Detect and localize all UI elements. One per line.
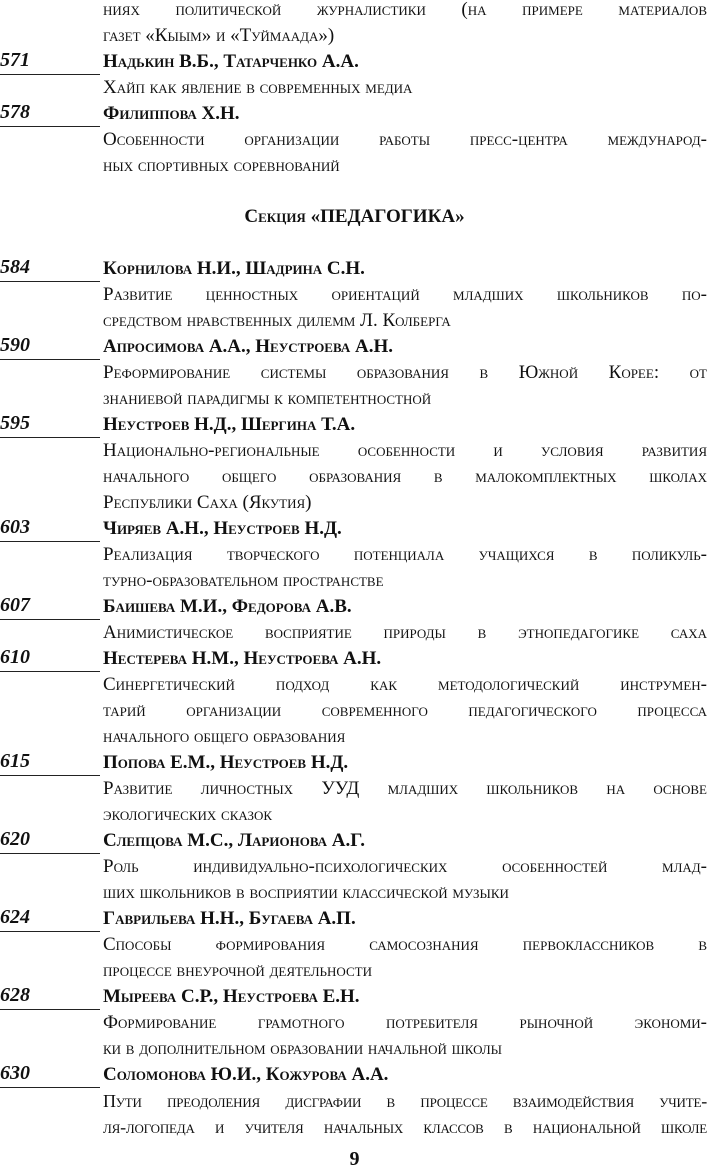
- toc-entry: [0, 101, 707, 127]
- entry-authors: Гаврильева Н.Н., Бугаева А.П.: [103, 908, 356, 929]
- toc-entry: [0, 646, 707, 672]
- entry-authors: Баишева М.И., Федорова А.В.: [103, 596, 352, 617]
- toc-entry: [0, 516, 707, 542]
- entry-title-line: экологических сказок: [103, 804, 273, 825]
- entry-title-line: средством нравственных дилемм Л. Колберга: [103, 310, 451, 331]
- toc-entry: [0, 49, 707, 75]
- page-ref: 584: [0, 256, 100, 282]
- entry-title-line: ших школьников в восприятии классической музыки: [103, 882, 509, 903]
- entry-title-line: тарий организации современного педагогического процесса: [103, 700, 707, 721]
- entry-title-line: Анимистическое восприятие природы в этнопедагогике саха: [103, 622, 707, 643]
- entry-title-line: начального общего образования в малокомплектных школах: [103, 466, 707, 487]
- entry-title-line: Реформирование системы образования в Южной Корее: от: [103, 362, 707, 383]
- entry-title-line: газет «Кыым» и «Туймаада»): [103, 25, 335, 46]
- entry-authors: Попова Е.М., Неустроев Н.Д.: [103, 752, 349, 773]
- toc-entry: [0, 334, 707, 360]
- page-ref: 615: [0, 750, 100, 776]
- entry-authors: Нестерева Н.М., Неустроева А.Н.: [103, 648, 382, 669]
- entry-title-line: Национально-региональные особенности и условия развития: [103, 440, 707, 461]
- page-ref: 607: [0, 594, 100, 620]
- entry-title-line: Способы формирования самосознания первоклассников в: [103, 934, 707, 955]
- entry-title-line: Формирование грамотного потребителя рыночной экономи-: [103, 1012, 707, 1033]
- entry-authors: Неустроев Н.Д., Шергина Т.А.: [103, 414, 356, 435]
- entry-title-line: ля-логопеда и учителя начальных классов в национальной школе: [103, 1117, 707, 1137]
- entry-title-line: Реализация творческого потенциала учащихся в поликуль-: [103, 544, 707, 565]
- page-ref: 610: [0, 646, 100, 672]
- entry-title-line: знаниевой парадигмы к компетентностной: [103, 388, 432, 409]
- page-ref: 595: [0, 412, 100, 438]
- entry-title-line: ки в дополнительном образовании начальной школы: [103, 1038, 503, 1059]
- page-ref: 624: [0, 906, 100, 932]
- entry-authors: Слепцова М.С., Ларионова А.Г.: [103, 830, 365, 851]
- toc-entry: [0, 1062, 707, 1088]
- toc-entry: [0, 594, 707, 620]
- page-ref: 603: [0, 516, 100, 542]
- page-ref: 628: [0, 984, 100, 1010]
- entry-authors: Корнилова Н.И., Шадрина С.Н.: [103, 258, 365, 279]
- entry-title-line: Роль индивидуально-психологических особенностей млад-: [103, 856, 707, 877]
- entry-title-line: начального общего образования: [103, 726, 346, 747]
- entry-authors: Филиппова Х.Н.: [103, 103, 240, 124]
- entry-title-line: Развитие личностных УУД младших школьников на основе: [103, 778, 707, 799]
- toc-entry: [0, 984, 707, 1010]
- entry-authors: Апросимова А.А., Неустроева А.Н.: [103, 336, 393, 357]
- page-ref: 571: [0, 49, 100, 75]
- page-ref: 620: [0, 828, 100, 854]
- page-number: 9: [349, 1148, 360, 1170]
- page-ref: 578: [0, 101, 100, 127]
- page-ref: 590: [0, 334, 100, 360]
- entry-authors: Надькин В.Б., Татарченко А.А.: [103, 51, 359, 72]
- entry-authors: Соломонова Ю.И., Кожурова А.А.: [103, 1064, 389, 1085]
- entry-title-line: ных спортивных соревнований: [103, 155, 340, 176]
- entry-title-line: Особенности организации работы пресс-центра международ-: [103, 129, 707, 150]
- entry-title-line: Синергетический подход как методологический инструмен-: [103, 674, 707, 695]
- entry-title-line: ниях политической журналистики (на примере материалов: [103, 0, 707, 20]
- toc-entry: [0, 750, 707, 776]
- entry-title-line: Развитие ценностных ориентаций младших школьников по-: [103, 284, 707, 305]
- toc-entry: [0, 412, 707, 438]
- toc-entry: [0, 256, 707, 282]
- page-ref: 630: [0, 1062, 100, 1088]
- entry-title-line: Хайп как явление в современных медиа: [103, 77, 413, 98]
- entry-title-line: процессе внеурочной деятельности: [103, 960, 372, 981]
- toc-entry: [0, 828, 707, 854]
- entry-authors: Мыреева С.Р., Неустроева Е.Н.: [103, 986, 360, 1007]
- entry-title-line: Республики Саха (Якутия): [103, 492, 312, 513]
- toc-entry: [0, 906, 707, 932]
- section-heading: Секция «ПЕДАГОГИКА»: [244, 206, 465, 227]
- entry-authors: Чиряев А.Н., Неустроев Н.Д.: [103, 518, 342, 539]
- entry-title-line: Пути преодоления дисграфии в процессе взаимодействия учите-: [103, 1091, 707, 1111]
- entry-title-line: турно-образовательном пространстве: [103, 570, 384, 591]
